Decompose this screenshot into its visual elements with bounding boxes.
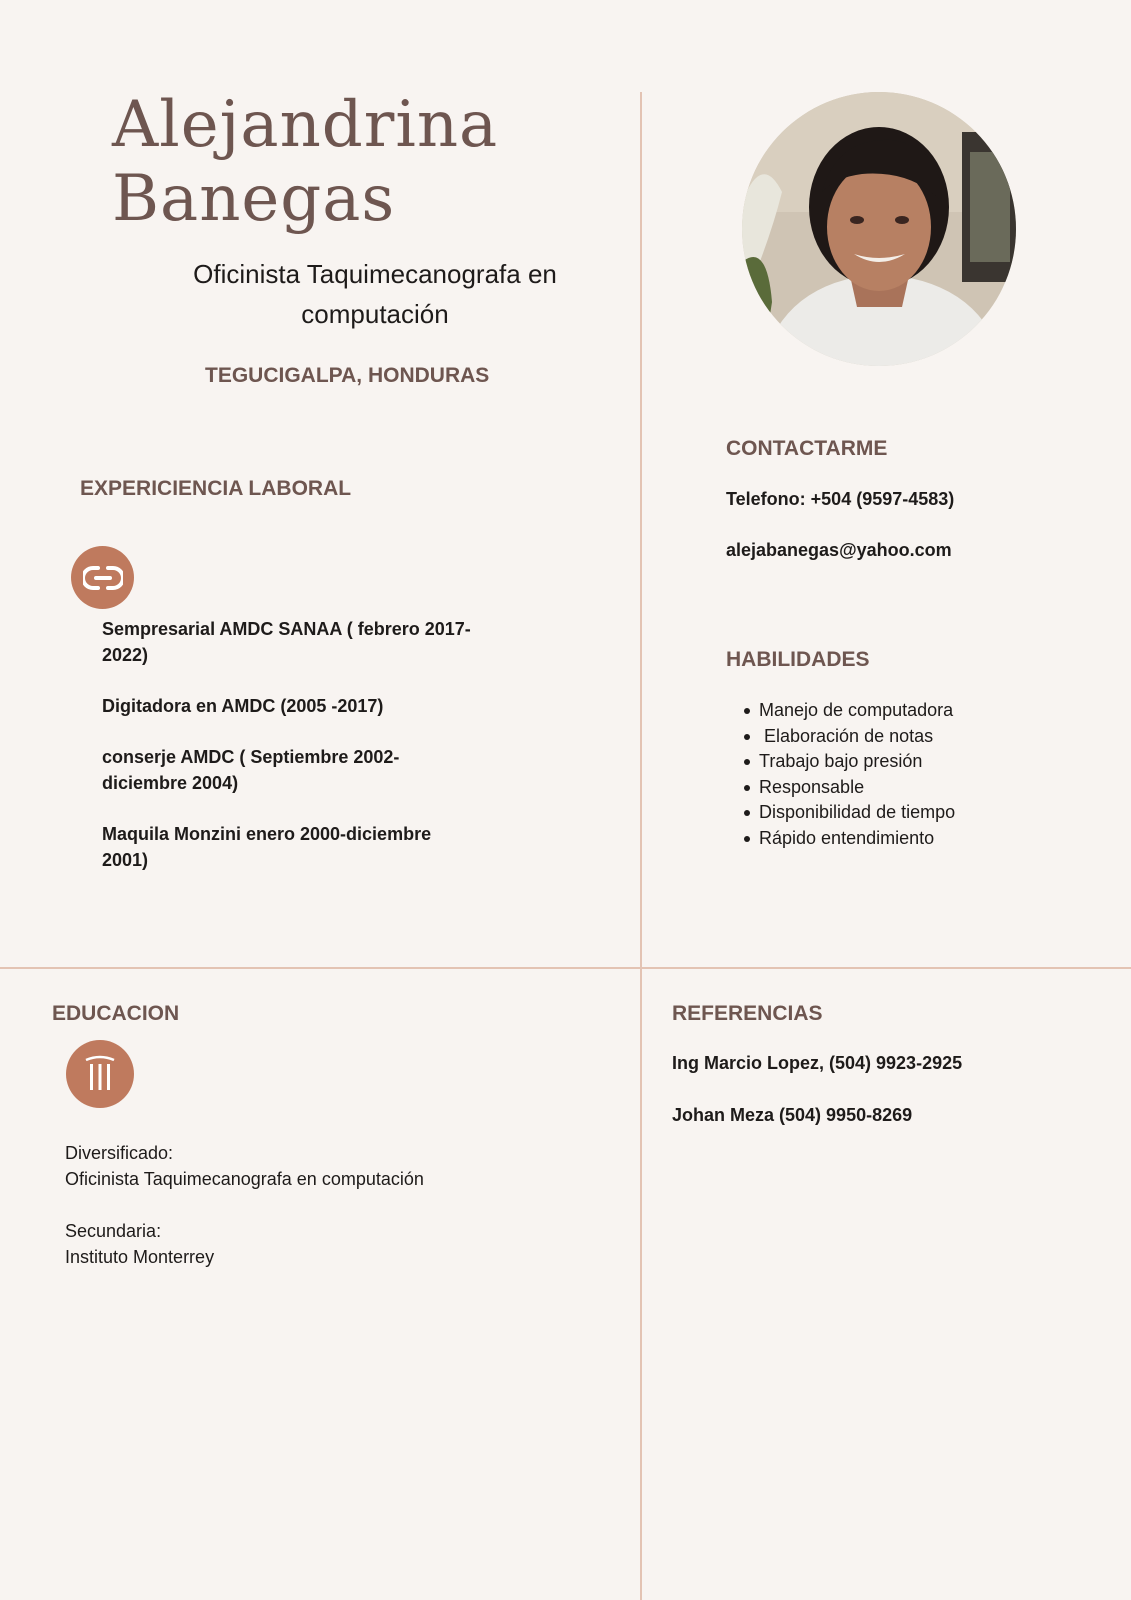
experience-item (102, 693, 502, 719)
reference-item: Ing Marcio Lopez, (504) 9923-2925 (672, 1053, 963, 1073)
experience-heading: EXPERICIENCIA LABORAL (80, 477, 352, 500)
skill-item: Disponibilidad de tiempo (742, 800, 955, 826)
experience-item-line-1: Sempresarial AMDC SANAA ( febrero 2017- (102, 619, 471, 639)
skills-list (742, 698, 955, 852)
references-heading: REFERENCIAS (672, 1002, 823, 1025)
education-entry (65, 1140, 424, 1192)
experience-item-line-2: 2022) (102, 645, 149, 665)
experience-item-line-2: diciembre 2004) (102, 773, 239, 793)
education-value: Instituto Monterrey (65, 1247, 215, 1267)
contact-phone: Telefono: +504 (9597-4583) (726, 489, 955, 509)
skill-item: Manejo de computadora (742, 698, 955, 724)
experience-item (102, 616, 502, 668)
location: TEGUCIGALPA, HONDURAS (205, 364, 490, 387)
experience-item (102, 744, 502, 796)
experience-item-line-1: Digitadora en AMDC (2005 -2017) (102, 696, 384, 716)
skill-item: Trabajo bajo presión (742, 749, 955, 775)
vertical-divider (640, 92, 642, 1600)
contact-email[interactable]: alejabanegas@yahoo.com (726, 540, 952, 560)
experience-item (102, 821, 502, 873)
skill-item: Responsable (742, 775, 955, 801)
person-name (112, 88, 498, 236)
experience-item-line-1: Maquila Monzini enero 2000-diciembre (102, 824, 432, 844)
education-label: Secundaria: (65, 1221, 162, 1241)
education-entry (65, 1218, 214, 1270)
contact-heading: CONTACTARME (726, 437, 888, 460)
column-pillar-icon-glyph (83, 1054, 117, 1094)
portrait-illustration (742, 92, 1016, 366)
education-label: Diversificado: (65, 1143, 174, 1163)
skills-heading: HABILIDADES (726, 648, 870, 671)
experience-item-line-2: 2001) (102, 850, 149, 870)
horizontal-divider (0, 967, 1131, 969)
skill-item: Rápido entendimiento (742, 826, 955, 852)
education-heading: EDUCACION (52, 1002, 180, 1025)
skill-item: Elaboración de notas (742, 724, 955, 750)
handshake-icon-glyph (83, 563, 123, 593)
experience-item-line-1: conserje AMDC ( Septiembre 2002- (102, 747, 400, 767)
profile-photo (742, 92, 1016, 366)
job-title-line-2: computación (301, 299, 449, 329)
name-line-first: Alejandrina (112, 88, 499, 162)
reference-item: Johan Meza (504) 9950-8269 (672, 1105, 913, 1125)
handshake-icon (71, 546, 134, 609)
education-value: Oficinista Taquimecanografa en computación (65, 1169, 424, 1189)
experience-list (102, 616, 502, 898)
column-pillar-icon (66, 1040, 134, 1108)
job-title-line-1: Oficinista Taquimecanografa en (193, 259, 557, 289)
job-title (155, 254, 595, 334)
name-line-last: Banegas (112, 162, 396, 236)
